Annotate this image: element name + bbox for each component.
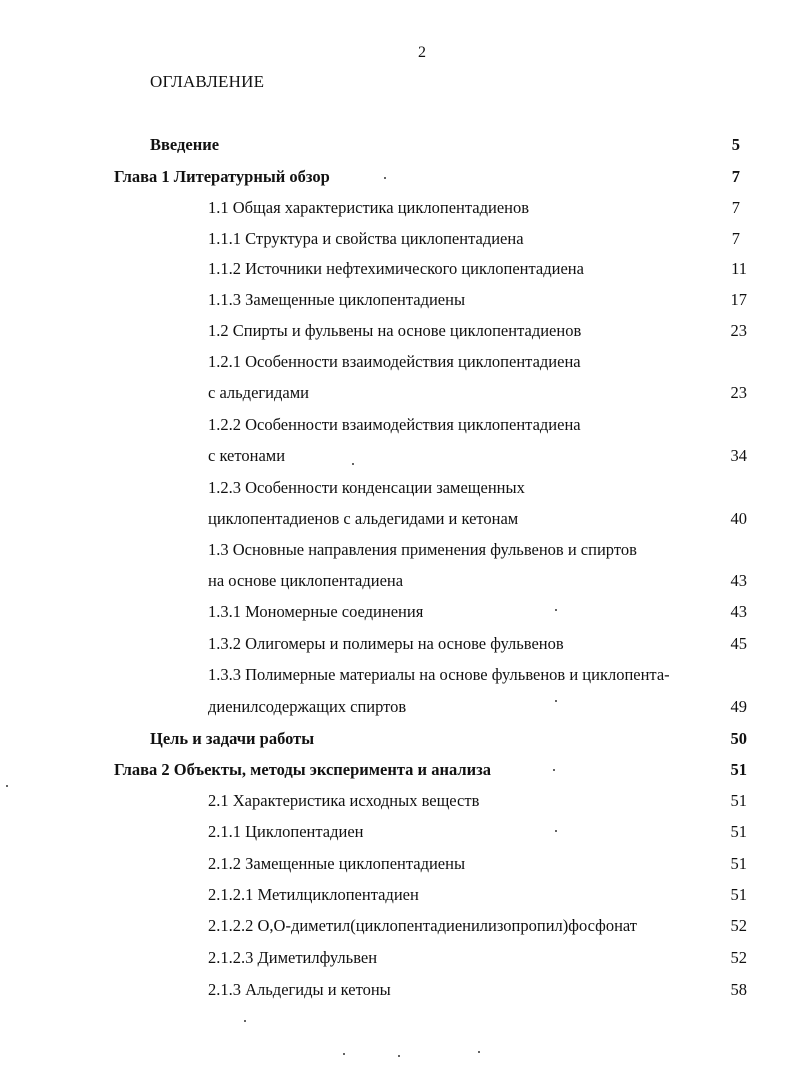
toc-entry-page: 51 [730,822,747,841]
toc-entry-page: 23 [730,321,747,340]
scan-speck [244,1020,246,1022]
toc-entry-title: диенилсодержащих спиртов [208,697,407,716]
toc-entry-title: на основе циклопентадиена [208,571,404,590]
toc-entry-title: 1.2.3 Особенности конденсации замещенных [208,478,525,497]
toc-entry-page: 51 [730,791,747,810]
toc-entry-title: Введение [150,135,220,154]
toc-entry [0,196,740,220]
toc-entry [0,883,747,907]
toc-entry [0,727,747,751]
toc-entry [0,350,747,374]
toc-entry [0,852,747,876]
scan-speck [553,769,555,771]
toc-entry [0,632,747,656]
scan-speck [555,830,557,832]
toc-entry [0,600,747,624]
toc-entry [0,978,747,1002]
toc-entry-title: 2.1.2 Замещенные циклопентадиены [208,854,466,873]
toc-entry-title: 2.1.2.1 Метилциклопентадиен [208,885,419,904]
toc-entry-page: 40 [730,509,747,528]
scan-speck [384,177,386,179]
toc-entry-title: 1.3 Основные направления применения фульвенов и спиртов [208,540,637,559]
toc-heading: ОГЛАВЛЕНИЕ [150,72,265,91]
toc-entry-title: 2.1.2.2 О,О-диметил(циклопентадиенилизопропил)фосфонат [208,916,638,935]
toc-entry [0,444,747,468]
toc-entry-page: 50 [730,729,747,748]
toc-entry-title: Глава 1 Литературный обзор [114,167,330,186]
toc-entry-title: 1.3.3 Полимерные материалы на основе фульвенов и циклопента- [208,665,670,684]
scan-speck [6,785,8,787]
toc-entry-title: Глава 2 Объекты, методы эксперимента и анализа [114,760,491,779]
toc-entry [0,165,740,189]
toc-entry-page: 5 [731,135,740,154]
toc-entry-page: 58 [730,980,747,999]
toc-entry-title: 1.3.1 Мономерные соединения [208,602,424,621]
toc-entry-title: с альдегидами [208,383,309,402]
toc-entry-page: 11 [731,259,747,278]
toc-entry-page: 34 [730,446,747,465]
toc-entry-title: 1.2 Спирты и фульвены на основе циклопентадиенов [208,321,582,340]
toc-entry [0,663,747,687]
toc-entry-title: 2.1.1 Циклопентадиен [208,822,364,841]
toc-entry [0,288,747,312]
toc-entry [0,381,747,405]
scan-speck [478,1051,480,1053]
toc-entry [0,538,747,562]
toc-entry [0,695,747,719]
toc-entry-title: 1.1.1 Структура и свойства циклопентадиена [208,229,524,248]
scan-speck [555,700,557,702]
toc-entry-title: 2.1 Характеристика исходных веществ [208,791,480,810]
toc-entry [0,507,747,531]
toc-entry-title: 1.1.3 Замещенные циклопентадиены [208,290,466,309]
toc-entry-page: 17 [730,290,747,309]
scan-speck [343,1053,345,1055]
toc-entry-title: 1.2.1 Особенности взаимодействия циклопентадиена [208,352,581,371]
toc-entry-page: 49 [730,697,747,716]
toc-entry-page: 7 [731,167,740,186]
toc-entry-page: 52 [730,948,747,967]
toc-entry [0,820,747,844]
toc-entry-title: с кетонами [208,446,286,465]
toc-entry [0,758,747,782]
toc-entry [0,946,747,970]
toc-entry [0,319,747,343]
toc-entry [0,914,747,938]
toc-entry-title: циклопентадиенов с альдегидами и кетонам [208,509,519,528]
toc-entry-page: 52 [730,916,747,935]
toc-entry [0,133,740,157]
toc-entry-page: 7 [731,198,740,217]
toc-entry-title: 2.1.3 Альдегиды и кетоны [208,980,391,999]
toc-entry-page: 51 [730,885,747,904]
toc-entry-page: 7 [731,229,740,248]
toc-entry [0,227,740,251]
toc-entry-page: 45 [730,634,747,653]
toc-entry [0,476,747,500]
scan-speck [398,1055,400,1057]
page-number: 2 [418,44,426,61]
toc-entry-page: 23 [730,383,747,402]
toc-entry-page: 51 [730,760,747,779]
toc-entry [0,257,747,281]
toc-entry-title: 1.2.2 Особенности взаимодействия циклопентадиена [208,415,581,434]
toc-entry-page: 43 [730,602,747,621]
toc-entry-title: Цель и задачи работы [150,729,315,748]
toc-entry-page: 43 [730,571,747,590]
toc-entry-title: 2.1.2.3 Диметилфульвен [208,948,378,967]
scan-speck [555,609,557,611]
toc-entry [0,413,747,437]
toc-entry [0,789,747,813]
toc-entry-title: 1.3.2 Олигомеры и полимеры на основе фульвенов [208,634,564,653]
toc-entry-title: 1.1 Общая характеристика циклопентадиенов [208,198,530,217]
toc-entry [0,569,747,593]
toc-entry-title: 1.1.2 Источники нефтехимического циклопентадиена [208,259,584,278]
toc-entry-page: 51 [730,854,747,873]
scan-speck [352,463,354,465]
